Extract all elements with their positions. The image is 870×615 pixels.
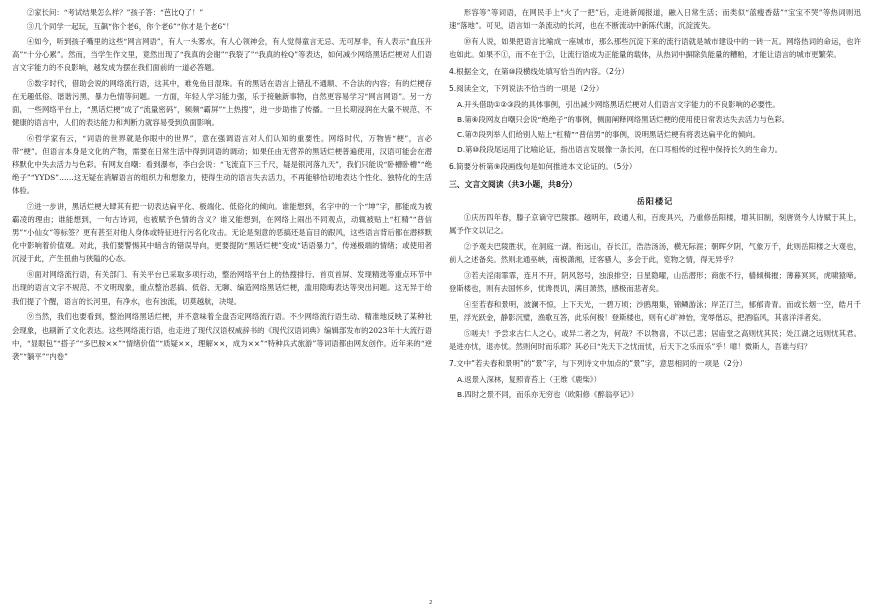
- question-5-option-b: B.第⑥段网友自嘲只会说“绝绝子”的事例，侧面阐释网络黑话烂梗的使用使日常表达失去活力与色彩。: [457, 114, 790, 124]
- essay-paragraph-1: ①庆历四年春，滕子京谪守巴陵郡。越明年，政通人和，百废具兴，乃重修岳阳楼，增其旧制，刻唐贤今人诗赋于其上，属予作文以记之。: [449, 212, 861, 235]
- paragraph-3: ③几个同学一起玩，互飙“你个老6，你个老6”“你才是个老6”！: [26, 22, 234, 32]
- paragraph-2: ②家长问：“考试结果怎么样？”孩子答：“芭比Q了！”: [26, 8, 204, 17]
- paragraph-6: ⑥哲学家有云，“词语的世界就是你眼中的世界”，意在强调语言对人们认知的重要性。网络时代，万物皆“梗”，言必带“梗”。但语言本身是文化的产物，需要在日常生活中得到词语的调动；如果任由无营养的黑话烂梗普遍使用，汉语可能会在潜移默化中失去活力与色彩。有网友自嘲：看到瀑布，李白会说：“飞流直下三千尺，疑是银河落九天”，我们只能说“卧槽卧槽”“绝绝子”“YYDS”……这无疑在消解语言的组织力和想象力，使得生动的语言失去活力，不再能够恰切地表达个性化、独特化的生活体验。: [12, 133, 432, 196]
- question-5-stem: 5.阅读全文，下列说法不恰当的一项是（2分）: [449, 84, 604, 94]
- question-6-stem: 6.简要分析第⑨段画线句是如何推进本文论证的。（5分）: [449, 161, 637, 171]
- question-4-stem: 4.根据全文，在第⑩段横线处填写恰当的内容。（2分）: [449, 67, 629, 77]
- question-5-option-d: D.第⑩段段尾运用了比喻论证，指出语言发展像一条长河，在口耳相传的过程中保持长久的生命力。: [457, 144, 783, 154]
- question-5-option-a: A.开头借助①②③段的具体事例，引出减少网络黑话烂梗对人们语言文字能力的不良影响的必要性。: [457, 99, 780, 109]
- paragraph-4: ④如今，听到孩子嘴里的这些“网言网语”，有人一头雾水，有人心领神会，有人觉得童言无忌、无可厚非，有人表示“血压升高”“十分心累”。然而，当学生作文里，竟然出现了“我真的会谢”“我裂了”“我真的栓Q”等表达，如何减少网络黑话烂梗对人们语言文字能力的不良影响，越发成为摆在我们面前的一道必答题。: [12, 36, 432, 72]
- paragraph-7: ⑦进一步讲，黑话烂梗大肆其有把一切表达扁平化、极端化、低俗化的倾向。谁能想到，名字中的一个“坤”字，都能成为被霸凌的理由；谁能想到，一句古诗词，也被赋予色情的含义？谁又能想到，在网络上闹出不同观点，动辄被贴上“杠精”“普信男”“小仙女”等标签？更有甚至对他人身体或特征进行污名化攻击。无论是刻意的恶搞还是盲目的跟风，这些语言背后都在潜移默化中影响着价值观。对此，我们要警惕其中暗含的错误导向，更要提防“黑话烂梗”变成“话语暴力”，传递极端的情绪；或使用者沉浸于此，产生扭曲与狭隘的心态。: [12, 202, 432, 264]
- essay-paragraph-4: ④至若春和景明，波澜不惊，上下天光，一碧万顷；沙鸥翔集，锦鳞游泳；岸芷汀兰，郁郁青青。而或长烟一空，皓月千里，浮光跃金，静影沉璧，渔歌互答，此乐何极！登斯楼也，则有心旷神怡，宠辱偕忘，把酒临风，其喜洋洋者矣。: [449, 299, 861, 322]
- essay-title: 岳阳楼记: [636, 195, 674, 206]
- right-column: [449, 6, 861, 402]
- page-number: 2: [429, 600, 433, 606]
- left-column: [12, 6, 432, 366]
- essay-paragraph-2: ②予观夫巴陵胜状，在洞庭一湖。衔远山，吞长江，浩浩汤汤，横无际涯；朝晖夕阴，气象万千，此则岳阳楼之大观也，前人之述备矣。然则北通巫峡，南极潇湘，迁客骚人，多会于此，览物之情，得无异乎？: [449, 241, 861, 264]
- essay-paragraph-3: ③若夫淫雨霏霏，连月不开，阴风怒号，浊浪排空；日星隐曜，山岳潜形；商旅不行，樯倾楫摧；薄暮冥冥，虎啸猿啼。登斯楼也，则有去国怀乡，忧谗畏讥，满目萧然，感极而悲者矣。: [449, 270, 861, 293]
- paragraph-9: ⑨当然，我们也要看到，整治网络黑话烂梗，并不意味着全盘否定网络流行语。不少网络流行语生动、精准地反映了某种社会现象，也刷新了文化表达。这些网络流行语，也走进了现代汉语权威辞书的《现代汉语词典》编辑部发布的2023年十大流行语中，“显眼包”“搭子”“多巴胺××”“情绪价值”“质疑××，理解××，成为××”“特种兵式旅游”等词语都由网友创作。近年来的“逆袭”“躺平”“内卷”: [12, 312, 432, 361]
- question-7-option-a: A.返景入深林，复照青苔上（王维《鹿柴》）: [457, 374, 601, 384]
- paragraph-8: ⑧面对网络流行语，有关部门、有关平台已采取多项行动，整治网络平台上的热搜排行、首页首屏、发现精选等重点环节中出现的语言文字不规范、不文明现象，重点整治恶搞、低俗、无聊、编造网络黑话烂梗，滥用隐晦表达等突出问题。这无异于给我们提了个醒，语言的长河里，有净水，也有浊流，切莫越航，决堤。: [12, 270, 432, 306]
- question-7-option-b: B.四时之景不同，而乐亦无穷也（欧阳修《醉翁亭记》）: [457, 389, 639, 399]
- question-5-option-c: C.第⑦段列举人们给别人贴上“杠精”“普信男”的事例，说明黑话烂梗有将表达扁平化的倾向。: [457, 129, 760, 139]
- paragraph-5: ⑤数字时代，借助会说的网络流行语，这其中，难免鱼目混珠。有的黑话在语言上错乱不通顺、不合法的内容；有的烂梗存在无趣低俗、谐谐污黑、暴力色情等问题。一方面，年轻人学习能力强，乐于接触新事物，自然更容易学习“网言网语”。另一方面，一些网络平台上，“黑话烂梗”成了“流量密码”，频频“霸屏”“上热搜”，进一步助推了传播。一旦长期浸润在大量不规范、不健康的语言中，人们的表达能力和判断力就容易受到负面影响。: [12, 78, 433, 127]
- section-three-heading: 三、文言文阅读（共3小题，共8分）: [449, 179, 577, 189]
- essay-paragraph-5: ⑤嗟夫！予尝求古仁人之心，或异二者之为，何哉？不以物喜，不以己悲；居庙堂之高则忧其民；处江湖之远则忧其君。是进亦忧，退亦忧。然则何时而乐耶？其必曰“先天下之忧而忧，后天下之乐而乐”乎！噫！微斯人，吾谁与归？: [449, 328, 861, 351]
- paragraph-9-continued: 形容等”等词语，在网民手上“火了一把”后，走进新闻报道，融入日常生活；而类似“蓝瘦香菇”“宝宝不哭”等热词则迅速“落地”。可见，语言如一条流动的长河，也在不断流动中新陈代谢，沉淀流失。: [449, 8, 861, 31]
- question-7-stem: 7.文中“若夫春和景明”的“景”字，与下列诗文中加点的“景”字，意思相同的一项是（2分）: [449, 359, 747, 369]
- paragraph-10: ⑩有人说，如果把语言比喻成一座城市，那么那些沉淀下来的流行语就是城市建设中的一砖一瓦。网络热词的命运，也许也如此。如果不①，而不在于②，让流行语成为正能量的载体，从热词中摒除负能量的糟粕，才能让语言的城市更繁荣。: [449, 36, 861, 60]
